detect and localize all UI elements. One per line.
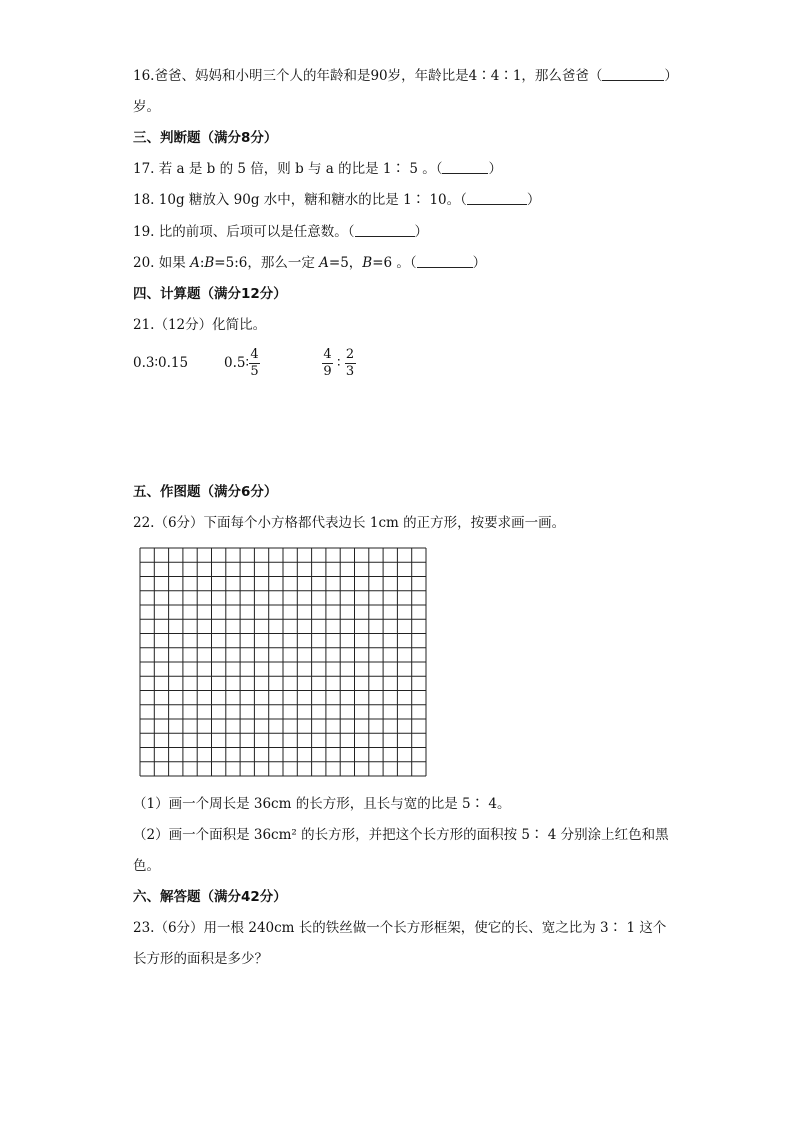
question-22-part-2-line2: 色。 [133, 858, 160, 874]
question-17: 17. 若 a 是 b 的 5 倍，则 b 与 a 的比是 1∶ 5 。（ ） [133, 161, 502, 177]
fraction-4-9: $\frac{4}{9}$ [323, 347, 332, 379]
question-21-title: 21.（12分）化简比。 [133, 317, 267, 333]
question-19: 19. 比的前项、后项可以是任意数。（ ） [133, 224, 429, 240]
answer-blank-18[interactable] [467, 192, 527, 205]
question-22-part-2-line1: （2）画一个面积是 36cm² 的长方形，并把这个长方形的面积按 5∶ 4 分别涂上红色和黑 [133, 827, 669, 843]
answer-blank-20[interactable] [417, 255, 473, 268]
question-22-part-1: （1）画一个周长是 36cm 的长方形，且长与宽的比是 5∶ 4。 [133, 796, 511, 812]
question-23-line1: 23.（6分）用一根 240cm 长的铁丝做一个长方形框架，使它的长、宽之比为 3∶ 1 这个 [133, 920, 667, 936]
section-3-heading: 三、判断题（满分8分） [133, 130, 278, 146]
square-grid[interactable] [139, 547, 427, 777]
question-21-expr-1: 0.3∶0.15 [133, 355, 189, 371]
section-6-heading: 六、解答题（满分42分） [133, 889, 287, 905]
fraction-2-3: $\frac{2}{3}$ [345, 347, 355, 379]
answer-blank-19[interactable] [355, 224, 415, 237]
answer-blank-17[interactable] [442, 161, 488, 174]
question-20: 20. 如果 A:B=5:6，那么一定 A=5，B=6 。（ ） [133, 255, 487, 271]
section-5-heading: 五、作图题（满分6分） [133, 484, 278, 500]
fraction-4-5: $\frac{4}{5}$ [250, 347, 259, 379]
question-23-line2: 长方形的面积是多少？ [133, 951, 268, 967]
question-18: 18. 10g 糖放入 90g 水中，糖和糖水的比是 1∶ 10。（ ） [133, 192, 541, 208]
question-16-line2: 岁。 [133, 99, 160, 115]
question-21-expr-3: $\frac{4}{9}$ ∶ $\frac{2}{3}$ [323, 347, 355, 379]
answer-blank-16[interactable] [602, 68, 664, 81]
question-22-title: 22.（6分）下面每个小方格都代表边长 1cm 的正方形，按要求画一画。 [133, 515, 566, 531]
section-4-heading: 四、计算题（满分12分） [133, 286, 287, 302]
question-21-expr-2: 0.5∶ $\frac{4}{5}$ [224, 347, 259, 379]
question-16-line1: 16.爸爸、妈妈和小明三个人的年龄和是90岁，年龄比是4∶4∶1，那么爸爸（ ） [133, 68, 678, 84]
